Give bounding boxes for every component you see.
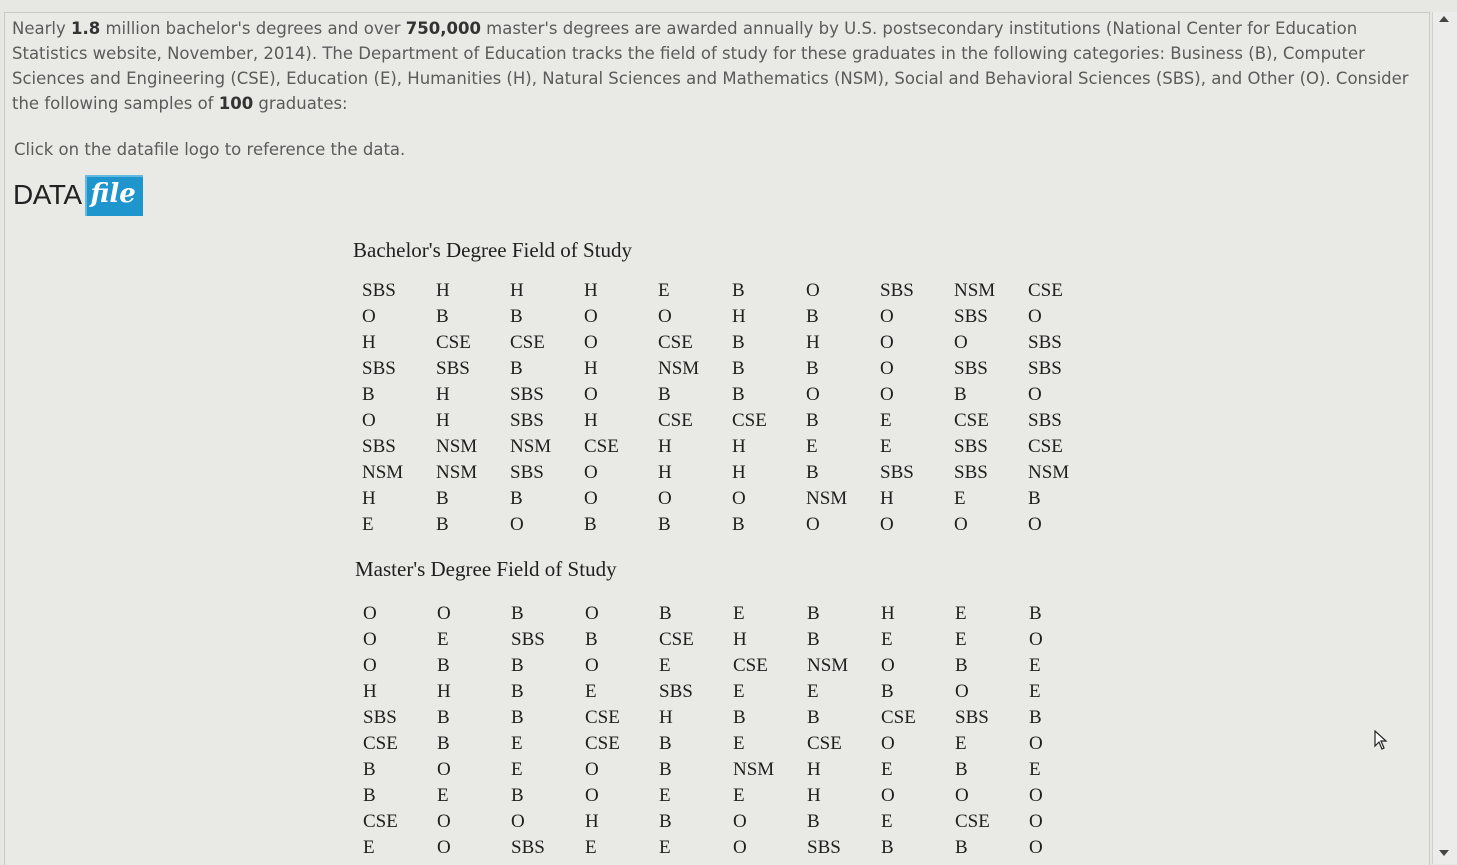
bachelor-table-cell: H xyxy=(658,436,672,457)
master-table-cell: O xyxy=(363,629,377,650)
master-table-title: Master's Degree Field of Study xyxy=(355,557,617,581)
bachelor-table-cell: B xyxy=(584,514,597,535)
master-table-cell: E xyxy=(585,837,597,858)
master-table-cell: B xyxy=(585,629,598,650)
click-datafile-note: Click on the datafile logo to reference the data. xyxy=(14,140,406,159)
master-table-cell: E xyxy=(659,785,671,806)
bachelor-table-cell: SBS xyxy=(1028,332,1062,353)
bachelor-table-cell: O xyxy=(880,514,894,535)
master-table-cell: O xyxy=(955,785,969,806)
bachelor-table-cell: NSM xyxy=(436,436,478,457)
master-table-cell: B xyxy=(363,759,376,780)
bachelor-table-cell: NSM xyxy=(362,462,404,483)
master-table-cell: B xyxy=(511,785,524,806)
bachelor-table-cell: O xyxy=(806,280,820,301)
master-table-cell: B xyxy=(881,681,894,702)
bachelor-table-cell: CSE xyxy=(1028,280,1063,301)
bachelor-table-cell: O xyxy=(954,514,968,535)
bachelor-table-cell: B xyxy=(510,358,523,379)
bachelor-table-cell: B xyxy=(732,358,745,379)
bachelor-table-cell: NSM xyxy=(806,488,848,509)
bachelor-table-cell: B xyxy=(658,384,671,405)
bachelor-table-cell: CSE xyxy=(436,332,471,353)
master-table-cell: O xyxy=(881,655,895,676)
bachelor-table-cell: H xyxy=(362,488,376,509)
problem-intro-text: Nearly 1.8 million bachelor's degrees and over 750,000 master's degrees are awarded annually by U.S. postsecondary institutions (National Center for Education Statistics website, November, 2014). The Department of Education tracks the field of study for these graduates in the following categories: Business (B), Computer Sciences and Engineering (CSE), Education (E), Humanities (H), Natural Sciences and Mathematics (NSM), Social and Behavioral Sciences (SBS), and Other (O). Consider the following samples of 100 graduates: xyxy=(12,19,1409,113)
master-table-cell: E xyxy=(363,837,375,858)
master-table-cell: B xyxy=(659,759,672,780)
master-table-cell: B xyxy=(363,785,376,806)
master-table-cell: H xyxy=(807,785,821,806)
master-table-cell: B xyxy=(955,655,968,676)
bachelor-table-cell: O xyxy=(880,358,894,379)
bachelor-table-cell: E xyxy=(658,280,670,301)
master-table-cell: CSE xyxy=(659,629,694,650)
master-table-cell: B xyxy=(659,733,672,754)
bachelor-table-cell: NSM xyxy=(510,436,552,457)
bachelor-table-cell: SBS xyxy=(954,462,988,483)
master-table-cell: E xyxy=(881,759,893,780)
master-table-cell: O xyxy=(585,759,599,780)
bachelor-table-cell: SBS xyxy=(954,306,988,327)
master-table-cell: E xyxy=(955,629,967,650)
scroll-up-arrow-icon[interactable] xyxy=(1439,16,1449,22)
bachelor-table-cell: SBS xyxy=(510,384,544,405)
master-table-cell: CSE xyxy=(955,811,990,832)
master-table-cell: E xyxy=(733,603,745,624)
master-table-cell: E xyxy=(585,681,597,702)
master-table-cell: O xyxy=(437,603,451,624)
bachelor-table-cell: H xyxy=(584,410,598,431)
bachelor-table-cell: O xyxy=(584,488,598,509)
master-table-cell: CSE xyxy=(363,733,398,754)
bachelor-table-cell: O xyxy=(880,384,894,405)
master-table-cell: B xyxy=(437,733,450,754)
bachelor-table-cell: SBS xyxy=(436,358,470,379)
bachelor-table-cell: NSM xyxy=(1028,462,1070,483)
master-table-cell: CSE xyxy=(585,733,620,754)
master-table-cell: CSE xyxy=(363,811,398,832)
bachelor-table-cell: B xyxy=(658,514,671,535)
master-table-cell: O xyxy=(511,811,525,832)
master-table-cell: E xyxy=(1029,681,1041,702)
bachelor-table-cell: NSM xyxy=(436,462,478,483)
master-table-cell: NSM xyxy=(733,759,775,780)
bachelor-table-cell: O xyxy=(510,514,524,535)
master-table-cell: O xyxy=(881,785,895,806)
datafile-logo-box: file xyxy=(85,175,143,216)
bachelor-table-cell: CSE xyxy=(510,332,545,353)
bachelor-table-cell: B xyxy=(436,306,449,327)
bachelor-table-cell: B xyxy=(732,384,745,405)
bachelor-table-cell: O xyxy=(954,332,968,353)
master-table-cell: B xyxy=(511,681,524,702)
master-table-cell: O xyxy=(437,759,451,780)
master-table-cell: SBS xyxy=(955,707,989,728)
master-table-cell: CSE xyxy=(733,655,768,676)
master-table-cell: E xyxy=(733,681,745,702)
bachelor-table-cell: B xyxy=(436,488,449,509)
master-table-cell: O xyxy=(733,837,747,858)
master-table-cell: E xyxy=(659,655,671,676)
bachelor-table-cell: CSE xyxy=(954,410,989,431)
bachelor-table-cell: B xyxy=(806,410,819,431)
master-table-cell: O xyxy=(1029,629,1043,650)
bachelor-table-cell: CSE xyxy=(658,332,693,353)
master-table-cell: E xyxy=(511,759,523,780)
bachelor-table-cell: B xyxy=(362,384,375,405)
master-table-cell: B xyxy=(1029,707,1042,728)
master-table-cell: B xyxy=(955,837,968,858)
bachelor-table-cell: E xyxy=(806,436,818,457)
master-table-cell: E xyxy=(807,681,819,702)
master-table-cell: E xyxy=(437,785,449,806)
master-table-cell: E xyxy=(955,603,967,624)
master-table-cell: E xyxy=(955,733,967,754)
bachelor-table-cell: B xyxy=(1028,488,1041,509)
bachelor-table-cell: SBS xyxy=(362,280,396,301)
master-table-cell: H xyxy=(733,629,747,650)
bachelor-table-cell: B xyxy=(510,488,523,509)
master-table-cell: B xyxy=(659,811,672,832)
master-table-cell: E xyxy=(1029,655,1041,676)
master-table-cell: B xyxy=(955,759,968,780)
bachelor-table-cell: NSM xyxy=(954,280,996,301)
bachelor-table-cell: E xyxy=(880,410,892,431)
master-table-cell: O xyxy=(437,837,451,858)
bachelor-table-cell: SBS xyxy=(362,358,396,379)
bachelor-table-cell: B xyxy=(510,306,523,327)
master-table-cell: O xyxy=(437,811,451,832)
master-table-cell: E xyxy=(1029,759,1041,780)
master-table-cell: CSE xyxy=(585,707,620,728)
master-table-cell: SBS xyxy=(511,629,545,650)
bachelor-table-cell: O xyxy=(806,514,820,535)
bachelor-table-cell: H xyxy=(806,332,820,353)
master-table-cell: H xyxy=(659,707,673,728)
master-field-table xyxy=(363,601,1103,861)
vertical-scrollbar[interactable] xyxy=(1432,12,1457,864)
bachelor-table-cell: O xyxy=(806,384,820,405)
bachelor-table-cell: H xyxy=(436,410,450,431)
master-table-cell: H xyxy=(585,811,599,832)
master-table-cell: SBS xyxy=(807,837,841,858)
bachelor-table-cell: CSE xyxy=(1028,436,1063,457)
bachelor-table-cell: O xyxy=(584,332,598,353)
bachelor-table-cell: SBS xyxy=(954,436,988,457)
master-table-cell: E xyxy=(511,733,523,754)
bachelor-table-cell: B xyxy=(732,332,745,353)
bachelor-table-cell: O xyxy=(880,332,894,353)
bachelor-table-cell: NSM xyxy=(658,358,700,379)
master-table-cell: B xyxy=(881,837,894,858)
bachelor-table-cell: O xyxy=(880,306,894,327)
master-table-cell: B xyxy=(437,707,450,728)
datafile-logo-button[interactable] xyxy=(13,172,143,218)
master-table-cell: CSE xyxy=(881,707,916,728)
bachelor-table-cell: H xyxy=(732,462,746,483)
bachelor-table-cell: SBS xyxy=(510,410,544,431)
bachelor-table-cell: CSE xyxy=(658,410,693,431)
master-table-cell: B xyxy=(807,707,820,728)
master-table-cell: B xyxy=(511,655,524,676)
bachelor-table-cell: H xyxy=(880,488,894,509)
master-table-cell: O xyxy=(585,655,599,676)
master-table-cell: E xyxy=(659,837,671,858)
bachelor-table-cell: O xyxy=(732,488,746,509)
master-table-cell: E xyxy=(437,629,449,650)
bachelor-table-cell: O xyxy=(584,462,598,483)
master-table-cell: E xyxy=(733,733,745,754)
master-table-cell: B xyxy=(1029,603,1042,624)
bachelor-table-cell: O xyxy=(1028,384,1042,405)
master-table-cell: O xyxy=(881,733,895,754)
master-table-cell: B xyxy=(511,707,524,728)
master-table-cell: SBS xyxy=(511,837,545,858)
bachelor-table-cell: B xyxy=(732,280,745,301)
bachelor-table-cell: SBS xyxy=(880,462,914,483)
master-table-cell: H xyxy=(807,759,821,780)
master-table-cell: O xyxy=(955,681,969,702)
master-table-cell: O xyxy=(1029,811,1043,832)
mouse-pointer-icon xyxy=(1374,730,1388,750)
master-table-cell: H xyxy=(363,681,377,702)
master-table-cell: NSM xyxy=(807,655,849,676)
bachelor-table-cell: H xyxy=(436,384,450,405)
master-table-cell: O xyxy=(585,785,599,806)
master-table-cell: B xyxy=(437,655,450,676)
bachelor-table-cell: H xyxy=(584,280,598,301)
bachelor-table-cell: B xyxy=(732,514,745,535)
bachelor-table-title: Bachelor's Degree Field of Study xyxy=(353,238,633,262)
datafile-logo-word: DATA xyxy=(13,179,82,210)
master-table-cell: B xyxy=(511,603,524,624)
bachelor-table-cell: H xyxy=(510,280,524,301)
bachelor-table-cell: SBS xyxy=(880,280,914,301)
master-table-cell: O xyxy=(1029,785,1043,806)
bachelor-table-cell: CSE xyxy=(584,436,619,457)
master-table-cell: B xyxy=(807,811,820,832)
master-table-cell: SBS xyxy=(363,707,397,728)
bachelor-table-cell: SBS xyxy=(510,462,544,483)
bachelor-table-cell: O xyxy=(362,410,376,431)
bachelor-table-cell: O xyxy=(584,384,598,405)
master-table-cell: CSE xyxy=(807,733,842,754)
master-table-cell: B xyxy=(733,707,746,728)
master-table-cell: E xyxy=(881,811,893,832)
master-table-cell: O xyxy=(363,655,377,676)
master-table-cell: B xyxy=(807,603,820,624)
bachelor-table-cell: SBS xyxy=(954,358,988,379)
bachelor-table-cell: O xyxy=(658,306,672,327)
bachelor-table-cell: CSE xyxy=(732,410,767,431)
master-table-cell: E xyxy=(881,629,893,650)
master-table-cell: E xyxy=(733,785,745,806)
master-table-cell: O xyxy=(1029,837,1043,858)
master-table-cell: B xyxy=(807,629,820,650)
master-table-cell: H xyxy=(881,603,895,624)
bachelor-table-cell: B xyxy=(806,462,819,483)
bachelor-table-cell: H xyxy=(658,462,672,483)
bachelor-table-cell: O xyxy=(658,488,672,509)
bachelor-table-cell: E xyxy=(880,436,892,457)
bachelor-table-cell: B xyxy=(954,384,967,405)
bachelor-table-cell: H xyxy=(584,358,598,379)
bachelor-table-cell: SBS xyxy=(1028,410,1062,431)
bachelor-table-cell: O xyxy=(362,306,376,327)
bachelor-table-cell: H xyxy=(732,306,746,327)
bachelor-table-cell: O xyxy=(584,306,598,327)
master-table-cell: O xyxy=(363,603,377,624)
bachelor-table-cell: B xyxy=(806,306,819,327)
bachelor-table-cell: B xyxy=(436,514,449,535)
bachelor-table-cell: O xyxy=(1028,306,1042,327)
bachelor-field-table xyxy=(362,278,1102,538)
master-table-cell: O xyxy=(733,811,747,832)
master-table-cell: O xyxy=(1029,733,1043,754)
bachelor-table-cell: SBS xyxy=(362,436,396,457)
bachelor-table-cell: H xyxy=(436,280,450,301)
bachelor-table-cell: E xyxy=(954,488,966,509)
scroll-down-arrow-icon[interactable] xyxy=(1439,850,1449,856)
bachelor-table-cell: O xyxy=(1028,514,1042,535)
bachelor-table-cell: H xyxy=(732,436,746,457)
bachelor-table-cell: SBS xyxy=(1028,358,1062,379)
master-table-cell: B xyxy=(659,603,672,624)
master-table-cell: SBS xyxy=(659,681,693,702)
master-table-cell: O xyxy=(585,603,599,624)
bachelor-table-cell: B xyxy=(806,358,819,379)
master-table-cell: H xyxy=(437,681,451,702)
bachelor-table-cell: H xyxy=(362,332,376,353)
bachelor-table-cell: E xyxy=(362,514,374,535)
